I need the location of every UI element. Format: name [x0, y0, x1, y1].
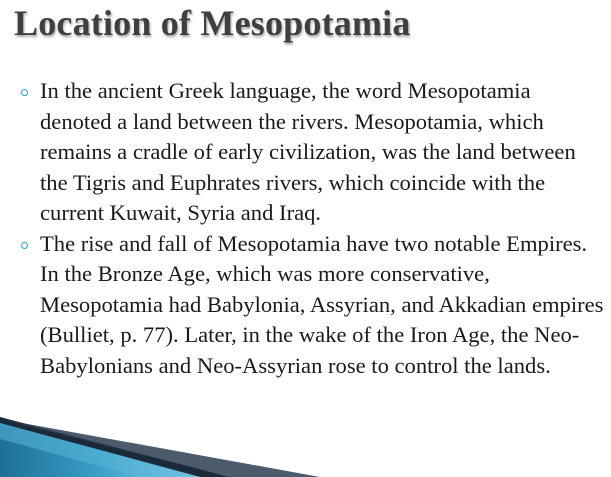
- bullet-text: The rise and fall of Mesopotamia have two notable Empires. In the Bronze Age, which was more conservative, Mesopotamia had Babylonia, Assyrian, and Akkadian empires (Bulliet, p. 77). Later, in the wake of the Iron Age, the Neo-Babylonians and Neo-Assyrian rose to control the lands.: [40, 230, 604, 378]
- circle-bullet-icon: [21, 242, 28, 249]
- circle-bullet-icon: [21, 89, 28, 96]
- decorative-swoosh: [0, 417, 320, 477]
- bullet-list: [0, 76, 611, 381]
- slide-title: Location of Mesopotamia: [14, 3, 411, 43]
- bullet-item: [0, 229, 611, 382]
- bullet-item: [0, 76, 611, 229]
- bullet-text: In the ancient Greek language, the word Mesopotamia denoted a land between the rivers. Mesopotamia, which remains a cradle of early civilization, was the land between the Tigris and Euphrates rivers, which coincide with the current Kuwait, Syria and Iraq.: [40, 78, 576, 225]
